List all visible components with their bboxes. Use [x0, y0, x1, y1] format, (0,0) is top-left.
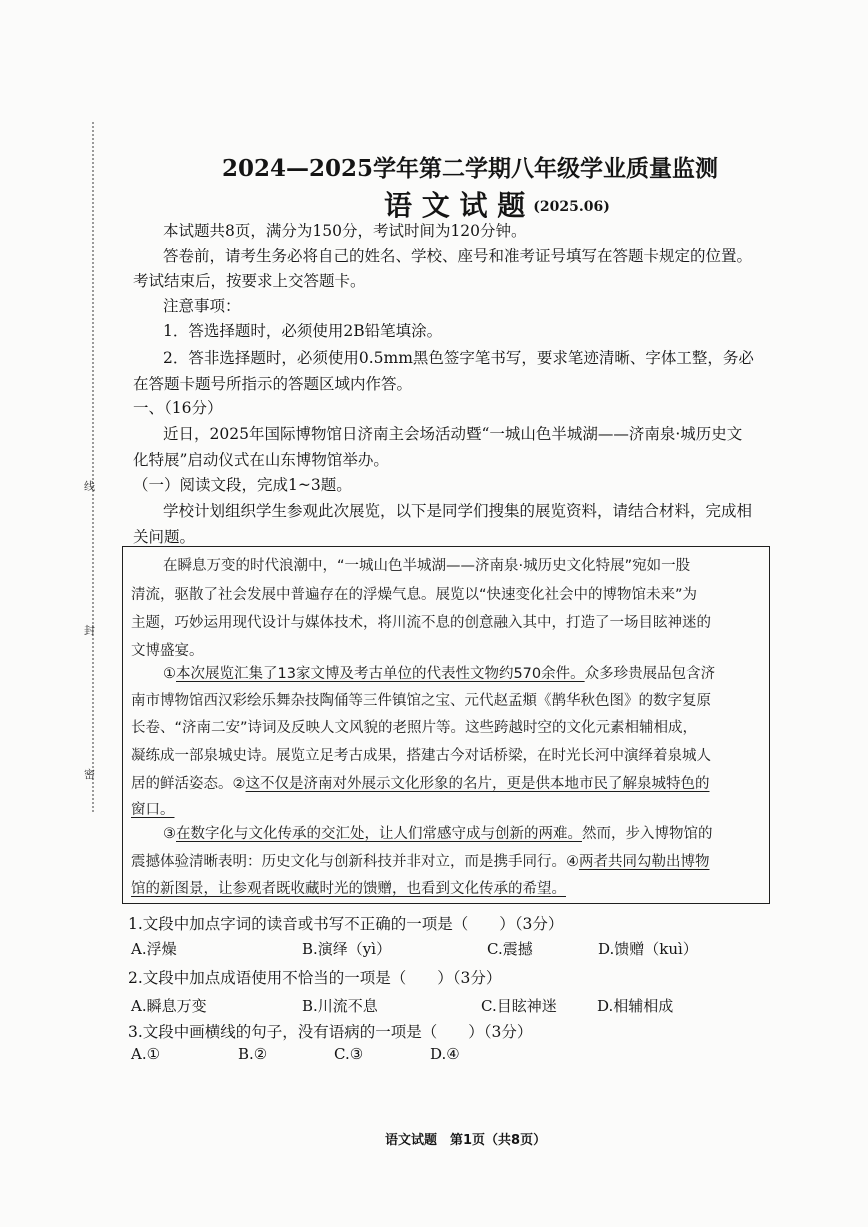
underlined-sentence-4: 两者共同勾勒出博物	[579, 854, 710, 870]
intro-line-2: 答卷前，请考生务必将自己的姓名、学校、座号和准考证号填写在答题卡规定的位置。	[163, 247, 753, 265]
intro-line-3: 考试结束后，按要求上交答题卡。	[133, 272, 366, 290]
passage-line-2: 清流，驱散了社会发展中普遍存在的浮燥气息。展览以“快速变化社会中的博物馆未来”为	[131, 587, 698, 603]
underlined-sentence-2: 这不仅是济南对外展示文化形象的名片，更是供本地市民了解泉城特色的	[245, 776, 710, 792]
q3-option-b: B.②	[238, 1045, 268, 1063]
passage-line-12	[131, 852, 710, 872]
task-line-a: 学校计划组织学生参观此次展览，以下是同学们搜集的展览资料，请结合材料，完成相	[163, 502, 753, 520]
intro-line-1: 本试题共8页，满分为150分，考试时间为120分钟。	[163, 222, 527, 240]
passage-line-12-head: 震撼体验清晰表明：历史文化与创新科技并非对立，而是携手同行。④	[131, 854, 579, 870]
passage-line-10: 窗口。	[131, 802, 175, 818]
sub-heading: （一）阅读文段，完成1~3题。	[133, 476, 352, 494]
notice-2b: 在答题卡题号所指示的答题区域内作答。	[133, 375, 413, 393]
passage-line-13: 馆的新图景，让参观者既收藏时光的馈赠，也看到文化传承的希望。	[131, 881, 566, 897]
q2-option-c: C.目眩神迷	[481, 997, 557, 1015]
q3-option-d: D.④	[430, 1045, 460, 1063]
q3-option-a: A.①	[131, 1045, 161, 1063]
passage-line-4: 文博盛宴。	[131, 643, 204, 659]
question-1-stem: 1.文段中加点字词的读音或书写不正确的一项是（ ）（3分）	[128, 915, 564, 933]
passage-line-11-tail: 然而，步入博物馆的	[582, 826, 713, 842]
q1-option-d: D.馈赠（kuì）	[598, 940, 698, 958]
q2-option-d: D.相辅相成	[597, 997, 674, 1015]
underlined-sentence-3: 在数字化与文化传承的交汇处，让人们常感守成与创新的两难。	[176, 826, 582, 842]
notice-1: 1．答选择题时，必须使用2B铅笔填涂。	[163, 322, 443, 340]
passage-line-6: 南市博物馆西汉彩绘乐舞杂技陶俑等三件镇馆之宝、元代赵孟頫《鹊华秋色图》的数字复原	[131, 693, 711, 709]
q1-option-c: C.震撼	[487, 940, 533, 958]
page-footer: 语文试题 第1页（共8页）	[385, 1133, 547, 1148]
q2-option-a: A.瞬息万变	[131, 997, 207, 1015]
exam-date: (2025.06)	[533, 199, 610, 215]
exam-title: 2024—2025学年第二学期八年级学业质量监测	[222, 155, 719, 182]
passage-line-5	[163, 664, 715, 684]
passage-line-8: 凝练成一部泉城史诗。展览立足考古成果，搭建古今对话桥梁，在时光长河中演绎着泉城人	[131, 748, 711, 764]
section-heading: 一、（16分）	[133, 399, 223, 417]
sentence-marker-3: ③	[163, 826, 176, 842]
passage-line-9	[131, 774, 710, 794]
question-2-stem: 2.文段中加点成语使用不恰当的一项是（ ）（3分）	[128, 969, 502, 987]
passage-line-7: 长卷、“济南二安”诗词及反映人文风貌的老照片等。这些跨越时空的文化元素相辅相成，	[131, 720, 698, 736]
notice-title: 注意事项：	[163, 297, 241, 315]
passage-line-9-head: 居的鲜活姿态。②	[131, 776, 246, 792]
q1-option-b: B.演绎（yì）	[302, 940, 392, 958]
side-mark-secret: 密	[84, 768, 95, 781]
passage-line-1: 在瞬息万变的时代浪潮中，“一城山色半城湖——济南泉·城历史文化特展”宛如一股	[163, 558, 691, 574]
notice-2a: 2．答非选择题时，必须使用0.5mm黑色签字笔书写，要求笔迹清晰、字体工整，务必	[163, 349, 754, 367]
section-intro-a: 近日，2025年国际博物馆日济南主会场活动暨“一城山色半城湖——济南泉·城历史文	[163, 425, 743, 443]
section-intro-b: 化特展”启动仪式在山东博物馆举办。	[133, 451, 389, 469]
passage-line-3: 主题，巧妙运用现代设计与媒体技术，将川流不息的创意融入其中，打造了一场目眩神迷的	[131, 615, 711, 631]
passage-line-11	[163, 824, 713, 844]
subject-name: 语 文 试 题	[384, 189, 526, 222]
q1-option-a: A.浮燥	[131, 940, 177, 958]
q3-option-c: C.③	[334, 1045, 364, 1063]
task-line-b: 关问题。	[133, 528, 196, 546]
side-mark-seal: 封	[84, 624, 95, 637]
side-mark-line: 线	[84, 480, 95, 493]
q2-option-b: B.川流不息	[302, 997, 378, 1015]
passage-line-5-tail: 众多珍贵展品包含济	[584, 666, 716, 682]
binding-line	[92, 122, 94, 812]
subject-title	[384, 184, 610, 224]
question-3-stem: 3.文段中画横线的句子，没有语病的一项是（ ）（3分）	[128, 1023, 533, 1041]
underlined-sentence-1: 本次展览汇集了13家文博及考古单位的代表性文物约570余件。	[176, 666, 585, 682]
sentence-marker-1: ①	[163, 666, 176, 682]
